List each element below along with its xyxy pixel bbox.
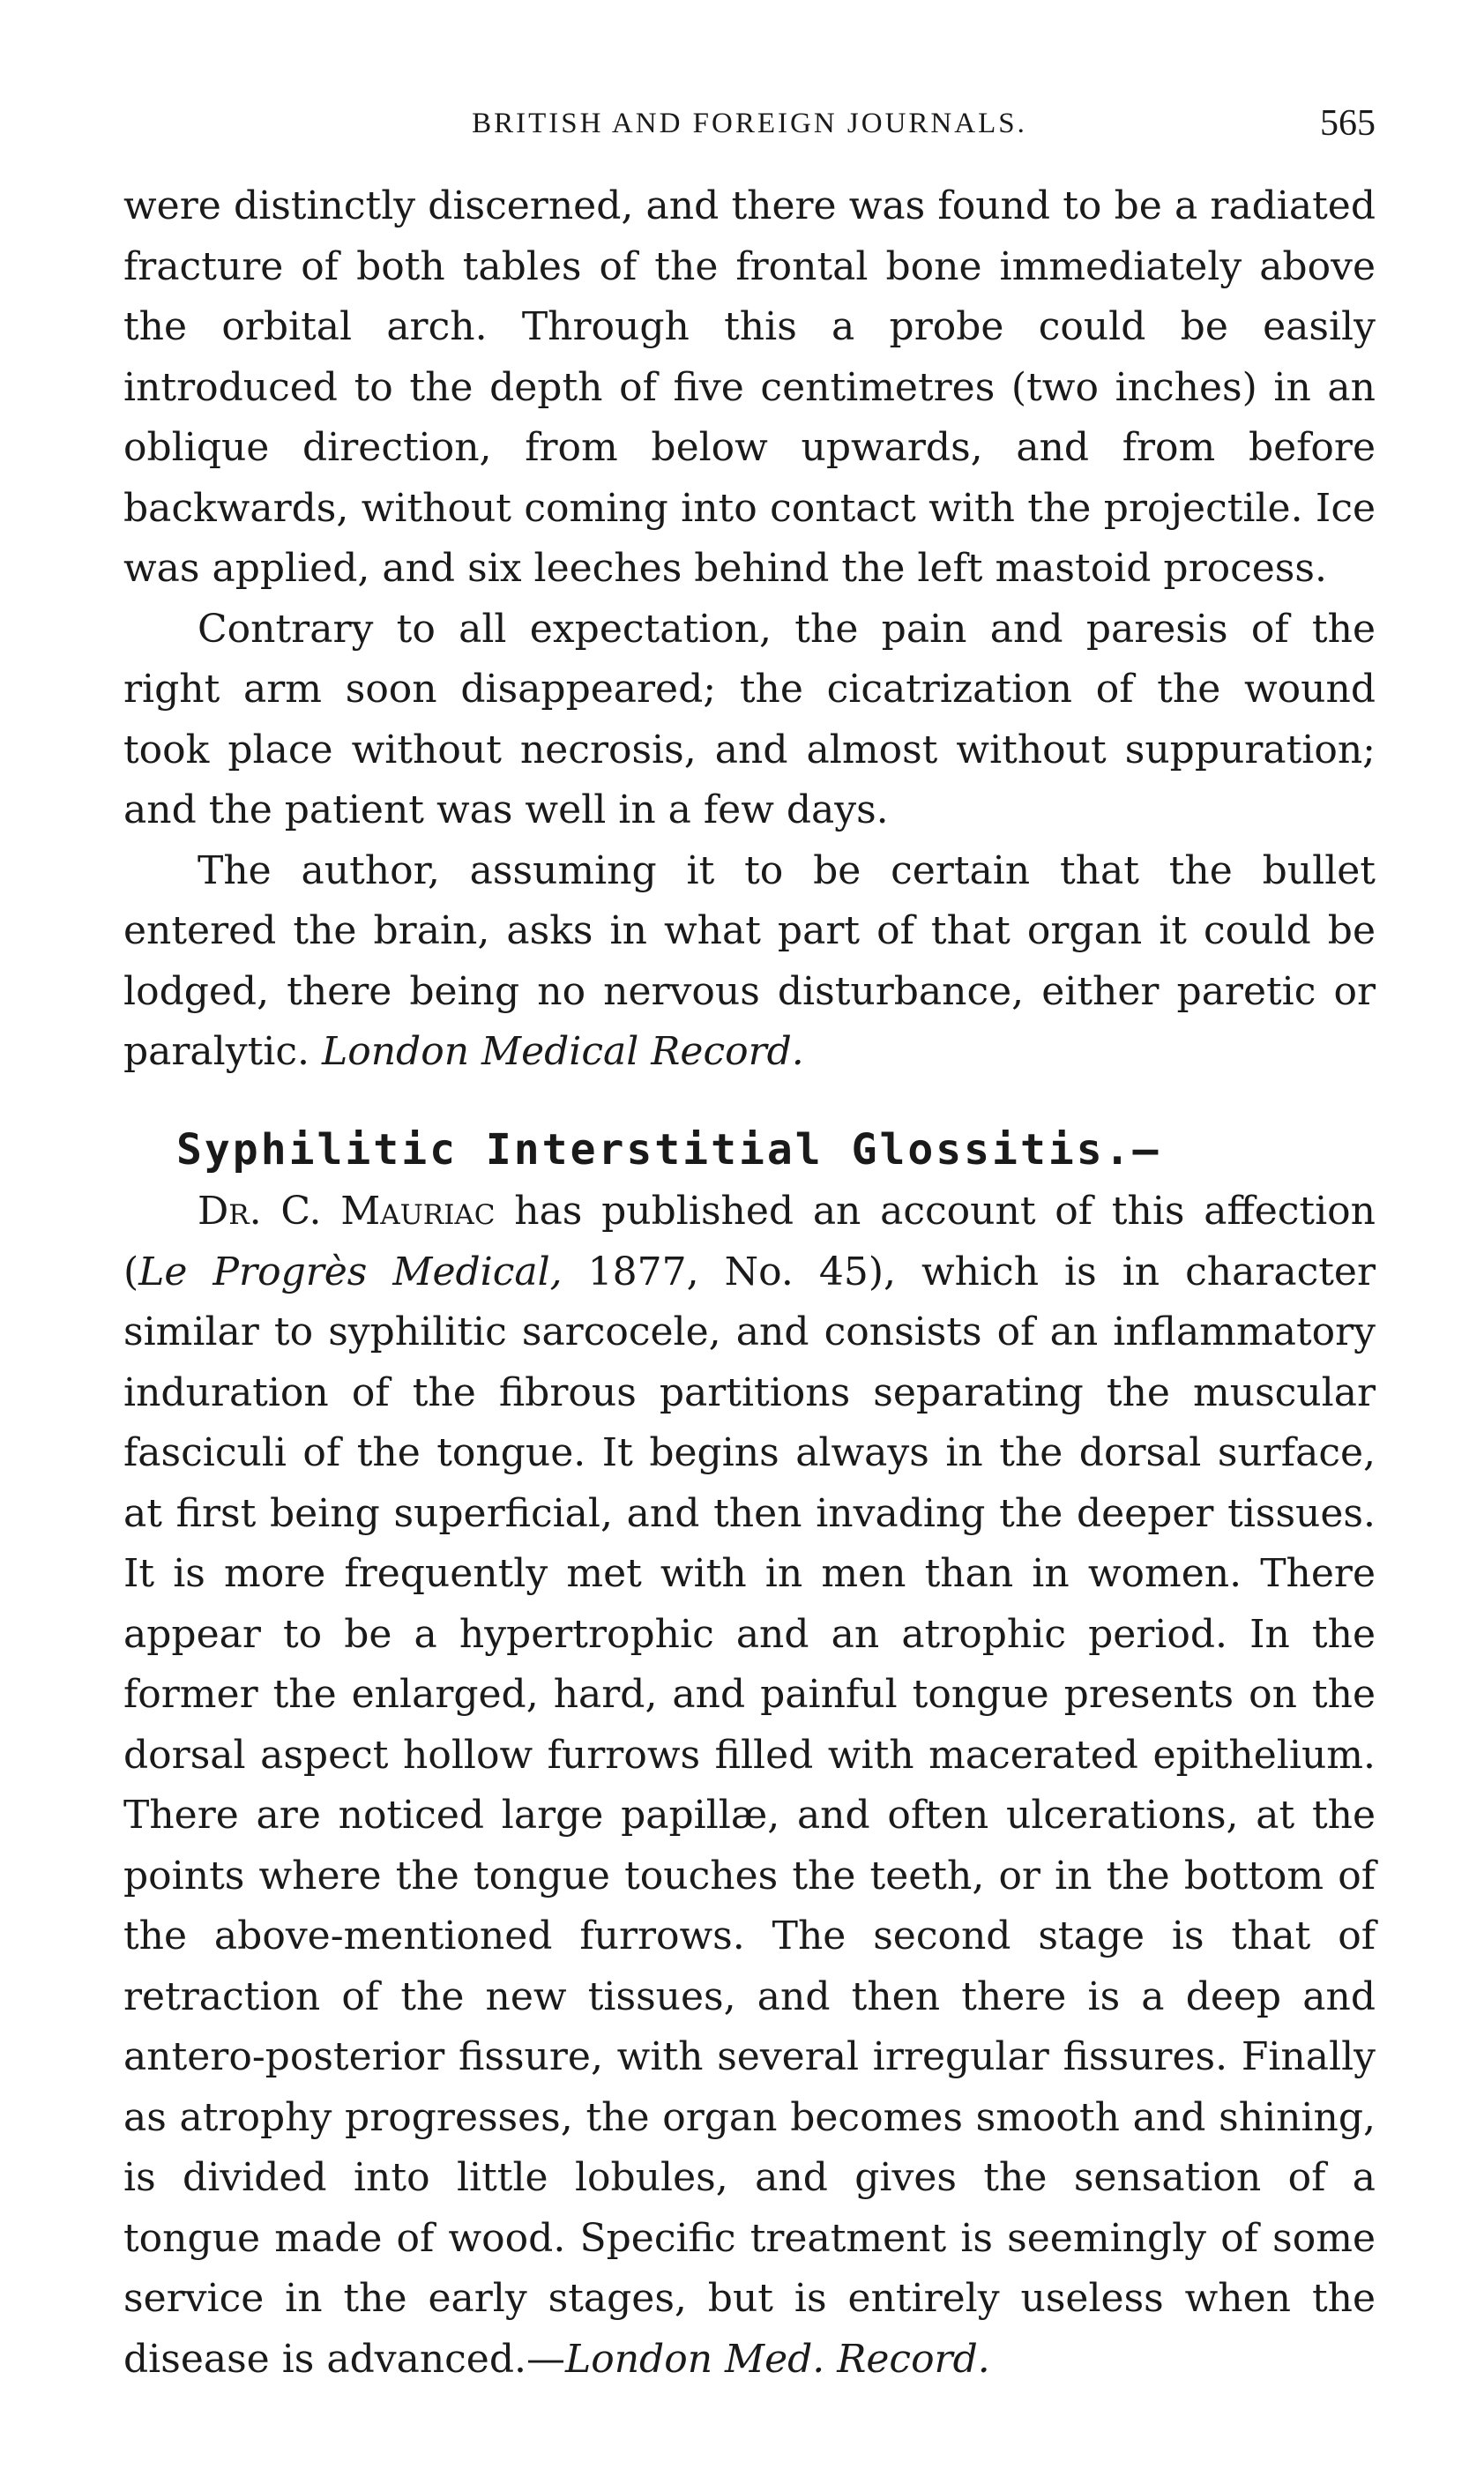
article-body (123, 176, 1376, 2390)
paragraph-author-question (123, 841, 1376, 1083)
section-heading-line (123, 1120, 1376, 1182)
section-heading: Syphilitic Interstitial Glossitis.— (176, 1124, 1161, 1175)
paragraph-outcome: Contrary to all expectation, the pain and paresis of the right arm soon disappeared; the cicatrization of the wound took place without necrosis, and almost without suppuration; and the patient was well in a few days. (123, 606, 1376, 832)
paragraph-glossitis (123, 1182, 1376, 2390)
journal-name: Le Progrès Medical, (138, 1249, 563, 1294)
author-name: Dr. C. Mauriac (198, 1189, 496, 1234)
paragraph-glossitis-intro: has published an account of this affection ( (123, 1189, 1376, 1294)
running-head (123, 99, 1376, 152)
source-citation-2: London Med. Record. (565, 2336, 990, 2382)
paragraph-author-question-text: The author, assuming it to be certain that the bullet entered the brain, asks in what part of that organ it could be lodged, there being no nervous disturbance, either paretic or paralytic. (123, 847, 1376, 1074)
section-gap (123, 1083, 1376, 1120)
running-title: BRITISH AND FOREIGN JOURNALS. (472, 108, 1027, 139)
paragraph-continued: were distinctly discerned, and there was found to be a radiated fracture of both tables of the frontal bone immediately above the orbital arch. Through this a probe could be easily introduced to the depth of five centimetres (two inches) in an oblique direction, from below upwards, and from before backwards, without coming into contact with the projectile. Ice was applied, and six leeches behind the left mastoid process. (123, 183, 1376, 591)
source-citation: London Medical Record. (321, 1029, 804, 1074)
page-number: 565 (1320, 103, 1376, 144)
paragraph-glossitis-body: 1877, No. 45), which is in character similar to syphilitic sarcocele, and consists of an inflammatory induration of the fibrous partitions separating the muscular fasciculi of the tongue. It begins always in the dorsal surface, at first being superficial, and then invading the deeper tissues. It is more frequently met with in men than in women. There appear to be a hypertrophic and an atrophic period. In the former the enlarged, hard, and painful tongue presents on the dorsal aspect hollow furrows filled with macerated epithelium. There are noticed large papillæ, and often ulcerations, at the points where the tongue touches the teeth, or in the bottom of the above-mentioned furrows. The second stage is that of retraction of the new tissues, and then there is a deep and antero-posterior fissure, with several irregular fissures. Finally as atrophy progresses, the organ becomes smooth and shining, is divided into little lobules, and gives the sensation of a tongue made of wood. Specific treatment is seemingly of some service in the early stages, but is entirely useless when the disease is advanced.— (123, 1249, 1376, 2382)
